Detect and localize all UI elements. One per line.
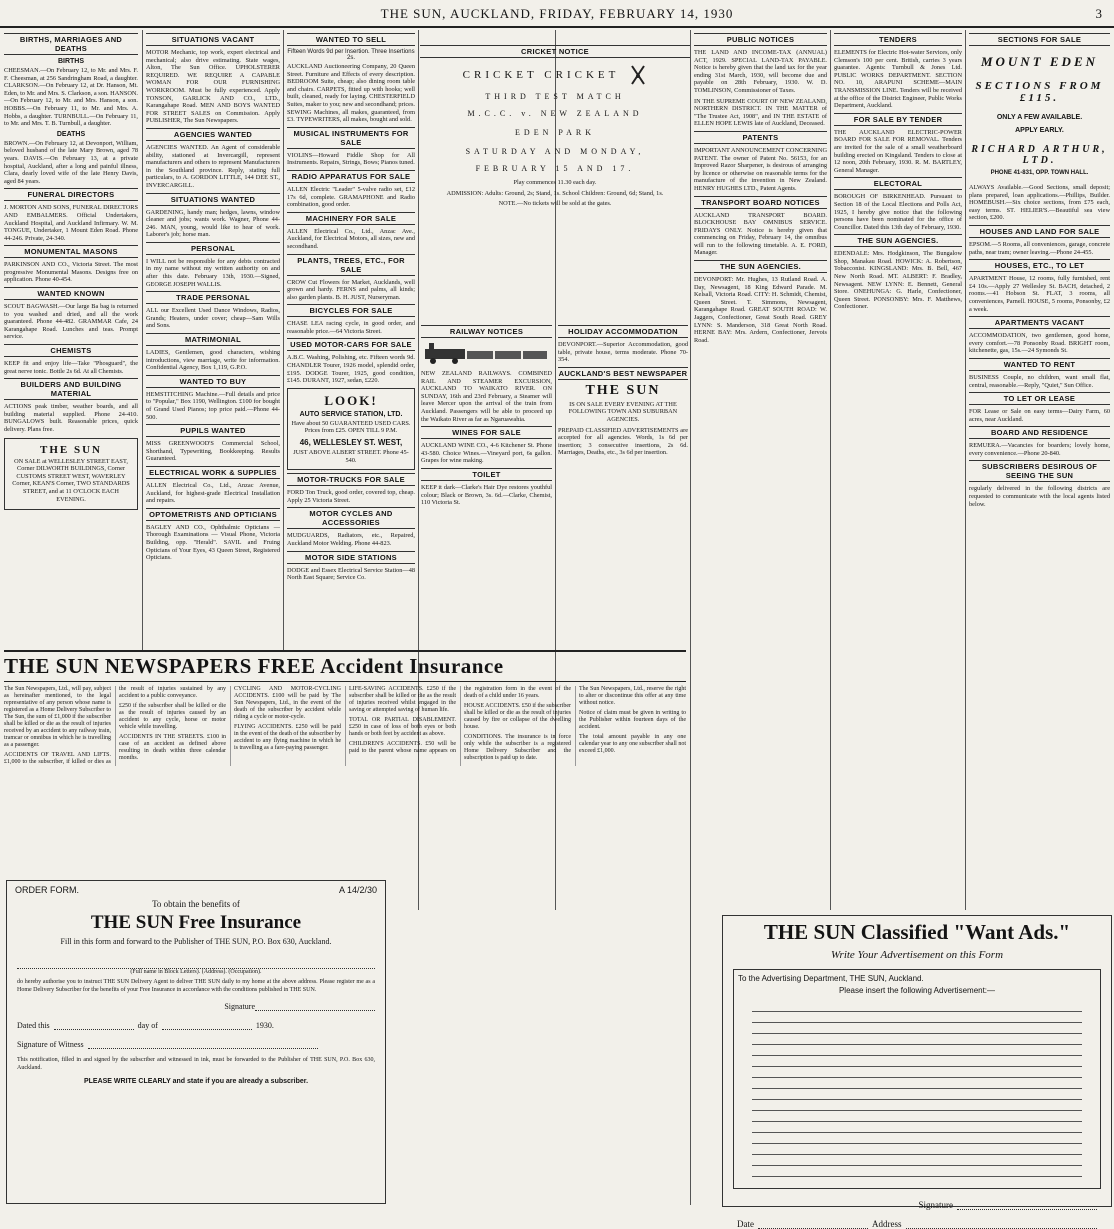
column-rule <box>830 30 831 910</box>
section-heading: TO LET OR LEASE <box>969 392 1110 405</box>
authorisation-text: do hereby authorise you to instruct THE SUN Delivery Agent to deliver THE SUN daily to my home at the above address. Please register me as a Home Delivery Subscriber for the benefits of your Free Insurance in accordance with the conditions published in THE SUN. <box>17 979 375 993</box>
date-row <box>17 1017 375 1030</box>
notice-text: ON SALE at WELLESLEY STREET EAST, Corner DILWORTH BUILDINGS, Corner CUSTOMS STREET WEST, WAVERLEY Corner, KEAN'S Corner, TWO STANDARDS STREET, and at 11 O'CLOCK EACH EVENING. <box>12 457 130 503</box>
field-caption: (Full name in Block Letters). (Address). (Occupation). <box>130 969 262 975</box>
cricket-title: CRICKET CRICKET <box>462 69 620 81</box>
cricket-banner <box>420 64 690 86</box>
insurance-paragraph: £250 if the subscriber shall be killed or die as the result of injuries caused by an accident to any cycle, horse or motor vehicle while travelling. <box>119 703 226 730</box>
section-heading: MATRIMONIAL <box>146 333 280 346</box>
column-rule <box>283 30 284 650</box>
ad-line[interactable] <box>752 1155 1082 1166</box>
notice-text: BOROUGH OF BIRKENHEAD. Pursuant to Section 18 of the Local Elections and Polls Act, 1925, I hereby give notice that the following persons have been nominated for the office of Councillor. Dated this 13th day of February, 1930. <box>834 193 962 231</box>
signature-field[interactable] <box>255 998 375 1011</box>
want-ads-form <box>722 915 1112 1229</box>
ad-headline: LOOK! <box>324 392 378 408</box>
column-railway <box>421 322 552 642</box>
ad-entry-box <box>733 969 1101 1189</box>
notice-text: BAGLEY AND CO., Ophthalmic Opticians — Thorough Examinations — Visual Phone, Victoria Building, opp. "Herald". SAVIL and Fruing Opticians of Your Eyes, 43 Queen Street, Registered Opticians. <box>146 523 280 562</box>
notice-text: ACTIONS peak timber, weather boards, and all building material supplied. Phone 24-410. BUNGALOWS built. Reasonable prices, quick delivery. Plans free. <box>4 403 138 433</box>
notice-text: ALLEN Electric "Leader" 5-valve radio set, £12 17s 6d, complete. GRAMAPHONE and Radio combination, good order. <box>287 185 415 209</box>
ad-availability: APPLY EARLY. <box>1015 127 1064 134</box>
train-icon <box>421 341 551 365</box>
teams: M.C.C. v. NEW ZEALAND <box>467 109 643 118</box>
section-heading: AUCKLAND'S BEST NEWSPAPER <box>558 368 688 378</box>
notice-text: EPSOM.—5 Rooms, all conveniences, garage, concrete paths, near tram; owner leaving.—Phone 24-455. <box>969 240 1110 256</box>
want-ads-subtitle: Write Your Advertisement on this Form <box>830 949 1004 961</box>
ad-line[interactable] <box>752 1133 1082 1144</box>
notice-text: SCOUT BAGWASH.—Our large Ba bag is returned to you washed and dried, and all the work guaranteed. Phone 44-482. GRAMMAR Cafe, 24 Karangahape Road. Lunches and teas. Prompt service. <box>4 303 138 341</box>
ad-company: AUTO SERVICE STATION, LTD. <box>299 410 403 418</box>
notice-text: IS ON SALE EVERY EVENING AT THE FOLLOWING TOWN AND SUBURBAN AGENCIES. <box>568 400 678 423</box>
sun-sale-box <box>4 438 138 511</box>
section-heading: AGENCIES WANTED <box>146 128 280 141</box>
section-heading: MOTOR SIDE STATIONS <box>287 551 415 564</box>
notice-text: KEEP fit and enjoy life—Take "Phosguard", the great nerve tonic. Bottle 2s 6d. At all Chemists. <box>4 360 138 375</box>
venue: EDEN PARK <box>515 128 595 137</box>
notice-text: ALL our Excellent Used Dance Windows, Radios, Grands; Heaters, under cover; cheap—Sam Wills and Sons. <box>146 307 280 330</box>
notice-text: I WILL not be responsible for any debts contracted in my name without my written authority on and after this date. February 13th, 1930.—Signed, GEORGE JOSEPH WALLIS. <box>146 257 280 288</box>
address-label: Address <box>872 1219 902 1229</box>
day-label: day of <box>137 1021 158 1031</box>
insurance-paragraph: CONDITIONS. The insurance is in force only while the subscriber is a registered Home Delivery Subscriber and the subscription is paid up to date. <box>464 734 571 761</box>
insurance-paragraph: The Sun Newspapers, Ltd., will pay, subject as hereinafter mentioned, to the legal representative of any person whose name is registered as a Home Delivery Subscriber to The Sun, the sum of £1,000 if the subscriber shall be killed or die as the result of injuries received by an accident to any railway train, tramcar or omnibus in which he is travelling as a passenger. <box>4 686 111 748</box>
signature-label: Signature <box>918 1200 953 1210</box>
column-holiday <box>558 322 688 642</box>
notice-text: regularly delivered in the following districts are requested to communicate with the local agents listed below. <box>969 485 1110 508</box>
notice-text: J. MORTON AND SONS, FUNERAL DIRECTORS AND EMBALMERS. Official Undertakers, Auckland Hospital, and Auckland Infirmary. W. M. TONGUE, Undertaker, 1 Mount Eden Road. Phone 44-246. Private, 24-340. <box>4 204 138 242</box>
section-heading: WINES FOR SALE <box>421 426 552 439</box>
section-heading: BICYCLES FOR SALE <box>287 304 415 317</box>
insurance-article <box>4 650 686 874</box>
auto-service-ad <box>287 388 415 470</box>
section-heading: SECTIONS FOR SALE <box>969 33 1110 46</box>
masthead <box>0 0 1114 28</box>
notice-text: THE LAND AND INCOME-TAX (ANNUAL) ACT, 1929. SPECIAL LAND-TAX PAYABLE. Notice is hereby given that the land tax for the year ending 31st March, 1930, will become due and payable on 28th February, 1930. W. D. TOMLINSON, Commissioner of Taxes. <box>694 49 827 94</box>
notice-text: ALLEN Electrical Co., Ltd., Anzac Avenue, Auckland, for highest-grade Electrical Installation and repairs. <box>146 481 280 505</box>
notice-text: VIOLINS—Howard Fiddle Shop for All Instruments. Repairs, Strings, Bows; Pianos tuned. <box>287 151 415 167</box>
sun-logo: THE SUN <box>585 382 661 398</box>
form-header <box>7 881 385 899</box>
days: SATURDAY AND MONDAY, <box>465 147 645 156</box>
sun-logo: THE SUN <box>40 443 102 456</box>
section-heading: OPTOMETRISTS AND OPTICIANS <box>146 508 280 521</box>
name-field[interactable] <box>17 956 375 969</box>
signature-field[interactable] <box>957 1197 1097 1210</box>
notice-text: IMPORTANT ANNOUNCEMENT CONCERNING PATENT. The owner of Patent No. 56153, for an Improved Razor Sharpener, is desirous of arranging by licence or otherwise on reasonable terms for the manufacture of the invention in New Zealand. HENRY HUGHES LTD., Patent Agents. <box>694 146 827 192</box>
note: NOTE.—No tickets will be sold at the gates. <box>498 200 612 208</box>
form-intro: To obtain the benefits of <box>152 899 240 909</box>
notice-text: ACCOMMODATION, two gentlemen, good home, every comfort.—78 Ponsonby Road. BRIGHT room, kitchenette, gas, 15s.—24 Symonds St. <box>969 332 1110 355</box>
year-label: 1930. <box>255 1021 274 1031</box>
ad-line[interactable] <box>752 1144 1082 1155</box>
notice-text: DEVONPORT: Mr. Hughes, 13 Rutland Road. A. Day, Newsagent, 18 King Edward Parade. M. Kelsall, Victoria Road. CITY: H. Schmidt, Chemist, Queen Street. T. Simmons, Newsagent, Karangahape Road. GREAT SOUTH ROAD: W. Jaggers, Confectioner, Great South Road. GREY LYNN: S. Manderson, 318 Great North Road. HERNE BAY: Mrs. Ardern, Confectioner, Jervois Road. <box>694 276 827 344</box>
ad-phone: PHONE 41-831, OPP. TOWN HALL. <box>990 170 1089 176</box>
admission: ADMISSION: Adults: Ground, 2s; Stand, 1s. School Children: Ground, 6d; Stand, 1s. <box>446 189 664 197</box>
insurance-paragraph: ACCIDENTS IN THE STREETS. £100 in case of an accident as defined above resulting in death within three calendar months. <box>119 734 226 761</box>
notice-text: AUCKLAND TRANSPORT BOARD. BLOCKHOUSE BAY OMNIBUS SERVICE. FRIDAYS ONLY. Notice is hereby given that commencing on Friday, February 14, the omnibus will run to the following timetable. A. E. FORD, Manager. <box>694 211 827 257</box>
insurance-paragraph: TOTAL OR PARTIAL DISABLEMENT. £250 in case of loss of both eyes or both hands or both feet by accident as above. <box>349 717 456 737</box>
ad-text: Have about 50 GUARANTEED USED CARS. Prices from £25. OPEN TILL 9 P.M. <box>291 419 411 435</box>
section-heading: TENDERS <box>834 33 962 46</box>
notice-text: NEW ZEALAND RAILWAYS. COMBINED RAIL AND STEAMER EXCURSION, AUCKLAND TO WAIKATO RIVER. ON SUNDAY, 16th and 23rd February, a Steamer will leave Mercer upon the arrival of the train from Auckland. Passengers will be able to proceed up the Waikato River as far as Ngaruawahia. <box>421 370 552 423</box>
form-label: ORDER FORM. <box>15 885 79 895</box>
ad-line[interactable] <box>752 1111 1082 1122</box>
section-heading: MOTOR CYCLES AND ACCESSORIES <box>287 507 415 529</box>
notice-text: CHASE LEA racing cycle, in good order, and reasonable price.—64 Victoria Street. <box>287 320 415 335</box>
ad-line[interactable] <box>752 1045 1082 1056</box>
signature-label: Signature <box>224 1002 255 1012</box>
form-note: This notification, filled in and signed by the subscriber and witnessed in ink, must be forwarded to the Publisher of THE SUN, P.O. Box 630, Auckland. <box>17 1057 375 1071</box>
column-rule <box>142 30 143 650</box>
notice-text: REMUERA.—Vacancies for boarders; lovely home, every convenience.—Phone 20-840. <box>969 442 1110 457</box>
section-heading: PUPILS WANTED <box>146 424 280 437</box>
section-heading: MACHINERY FOR SALE <box>287 212 415 225</box>
section-heading: WANTED KNOWN <box>4 287 138 300</box>
section-heading: TRADE PERSONAL <box>146 291 280 304</box>
ad-line[interactable] <box>752 1012 1082 1023</box>
notice-text: MOTOR Mechanic, top work, expert electrical and mechanical; also drive estimating. State wages, Alton, The Sun Office. UPHOLSTERER REQUIRED. WE REQUIRE A CAPABLE WOMAN FOR OUR FURNISHING WORKROOM. Must be fully experienced. Apply TONSON, GARLICK AND CO., LTD., Karangahape Road. MEN AND BOYS WANTED FOR STREET SALES on Commission. Apply PUBLISHER, The Sun Newspapers. <box>146 49 280 125</box>
section-heading: HOUSES AND LAND FOR SALE <box>969 225 1110 238</box>
dated-label: Dated this <box>17 1021 50 1031</box>
section-heading: MONUMENTAL MASONS <box>4 245 138 258</box>
insurance-paragraph: ACCIDENTS OF TRAVEL AND LIFTS. £1,000 to the subscriber, if killed or dies as the result of injuries sustained by any accident to a public conveyance. <box>4 686 226 765</box>
form-fields <box>17 956 375 1085</box>
notice-text: ALLEN Electrical Co., Ltd., Anzac Ave., Auckland, for Electrical Motors, all sizes, new and secondhand. <box>287 227 415 250</box>
form-instruction: Please insert the following Advertisement:— <box>838 986 996 995</box>
witness-row <box>17 1036 375 1049</box>
mount-eden-ad <box>969 54 1110 176</box>
notice-text: AUCKLAND WINE CO., 4-6 Kitchener St. Phone 43-580. Choice Wines.—Vineyard port, 6s gallon. Grapes for wine making. <box>421 442 552 465</box>
column-for-sale <box>287 30 415 648</box>
ad-line[interactable] <box>752 1078 1082 1089</box>
page-title: THE SUN, AUCKLAND, FRIDAY, FEBRUARY 14, 1930 <box>380 6 734 21</box>
section-heading: SUBSCRIBERS DESIROUS OF SEEING THE SUN <box>969 460 1110 482</box>
notice-text: FOR Lease or Sale on easy terms—Dairy Farm, 60 acres, near Auckland. <box>969 408 1110 423</box>
section-heading: ELECTRICAL WORK & SUPPLIES <box>146 466 280 479</box>
insurance-paragraph: HOUSE ACCIDENTS. £50 if the subscriber shall be killed or die as the result of injuries caused by fire or collapse of the dwelling house. <box>464 703 571 730</box>
section-heading: USED MOTOR-CARS FOR SALE <box>287 338 415 351</box>
ad-line[interactable] <box>752 1100 1082 1111</box>
section-heading: BOARD AND RESIDENCE <box>969 426 1110 439</box>
ad-line[interactable] <box>752 1122 1082 1133</box>
section-heading: CHEMISTS <box>4 344 138 357</box>
column-tenders <box>834 30 962 910</box>
insurance-order-form <box>6 880 386 1204</box>
date-field[interactable] <box>758 1216 868 1229</box>
subheading: DEATHS <box>56 130 86 138</box>
section-heading: APARTMENTS VACANT <box>969 316 1110 329</box>
insurance-paragraph: The total amount payable in any one calendar year to any one subscriber shall not exceed £1,000. <box>579 734 686 754</box>
ad-price: SECTIONS FROM £115. <box>975 80 1104 104</box>
notice-text: DEVONPORT.—Superior Accommodation, good table, private house, terms moderate. Phone 70-354. <box>558 341 688 364</box>
notice-text: THE AUCKLAND ELECTRIC-POWER BOARD FOR SALE FOR REMOVAL. Tenders are invited for the sale of a small weatherboard building erected on Kingsland. Tenders to close at 12 noon, 20th February, 1930. R. M. BARTLEY, General Manager. <box>834 128 962 174</box>
ad-address: 46, WELLESLEY ST. WEST, <box>299 438 403 448</box>
ad-line[interactable] <box>752 1056 1082 1067</box>
ad-availability: ONLY A FEW AVAILABLE. <box>996 114 1083 121</box>
notice-text: APARTMENT House, 12 rooms, fully furnished, rent £4 10s.—Apply 27 Wellesley St. BACH, detached, 2 rooms.—41 Hobson St. FLAT, 3 rooms, all conveniences, Parnell. HOUSE, 5 rooms, Ponsonby, £2 a week. <box>969 275 1110 313</box>
notice-text: GARDENING, handy man; hedges, lawns, window cleaner and jobs; wants work. Wagner, Phone 44-246. MAN, young, would like to hear of work. Laborer's job; horse man. <box>146 208 280 239</box>
rate-note: Fifteen Words 9d per Insertion. Three Insertions 2s. <box>287 49 415 61</box>
section-heading: PERSONAL <box>146 242 280 255</box>
ad-line[interactable] <box>752 1067 1082 1078</box>
want-signature-row <box>737 1197 1097 1210</box>
notice-text: CROW Cut Flowers for Market, Aucklands, well grown and hardy. FERNS and palms, all kinds; also garden plants. B. H. JUST, Nurseryman. <box>287 278 415 301</box>
notice-text: PARKINSON AND CO., Victoria Street. The most progressive Monumental Masons. Designs free on application. Phone 40-454. <box>4 261 138 284</box>
section-heading: THE SUN AGENCIES. <box>834 234 962 247</box>
column-rule <box>690 30 691 1205</box>
form-recipient: To the Advertising Department, THE SUN, Auckland. <box>738 974 924 983</box>
ad-line[interactable] <box>752 1166 1082 1177</box>
section-heading: THE SUN AGENCIES. <box>694 260 827 273</box>
section-heading: MUSICAL INSTRUMENTS FOR SALE <box>287 127 415 149</box>
ad-line[interactable] <box>752 1034 1082 1045</box>
month-field[interactable] <box>162 1017 252 1030</box>
want-date-row <box>737 1216 1097 1229</box>
section-heading: TOILET <box>421 468 552 481</box>
ad-line[interactable] <box>752 1023 1082 1034</box>
section-heading: TRANSPORT BOARD NOTICES <box>694 196 827 209</box>
column-situations <box>146 30 280 648</box>
notice-text: MUDGUARDS, Radiators, etc., Repaired, Auckland Motor Welding. Phone 44-823. <box>287 532 415 547</box>
match-title: THIRD TEST MATCH <box>485 92 625 101</box>
ad-headline: MOUNT EDEN <box>980 54 1099 69</box>
section-heading: RAILWAY NOTICES <box>421 325 552 338</box>
section-heading: HOUSES, ETC., TO LET <box>969 259 1110 272</box>
column-rule <box>965 30 966 910</box>
section-heading: WANTED TO SELL <box>287 33 415 46</box>
notice-text: KEEP it dark—Clarke's Hair Dye restores youthful colour; Black or Brown, 3s. 6d.—Clarke, Chemist, 110 Victoria St. <box>421 483 552 507</box>
notice-text: AGENCIES WANTED. An Agent of considerable ability, stationed at Invercargill, represent manufacturers and others to represent Manufacturers in the Southland province. Reply, stating full particulars, to A. GORDON LITTLE, 144 DEE ST., INVERCARGILL. <box>146 143 280 189</box>
notice-text: MISS GREENWOOD'S Commercial School, Shorthand, Typewriting, Bookkeeping. Results Guaranteed. <box>146 440 280 463</box>
insurance-paragraph: CYCLING AND MOTOR-CYCLING ACCIDENTS. £100 will be paid by The Sun Newspapers, Ltd., in the event of the death of the subscriber by accident while riding a cycle or motor-cycle. <box>234 686 341 720</box>
section-heading: BIRTHS, MARRIAGES AND DEATHS <box>4 33 138 55</box>
dates: FEBRUARY 15 AND 17. <box>475 164 635 173</box>
page-number: 3 <box>1095 6 1102 21</box>
cricket-notice <box>420 42 690 320</box>
subheading: BIRTHS <box>57 58 85 65</box>
notice-text: A.B.C. Washing, Polishing, etc. Fifteen words 9d. CHANDLER Tourer, 1926 model, splendid order, £195. DODGE Tourer, 1925, good condition, £145. DURANT, 1927, sedan, £220. <box>287 354 415 385</box>
section-heading: RADIO APPARATUS FOR SALE <box>287 170 415 183</box>
section-heading: BUILDERS AND BUILDING MATERIAL <box>4 378 138 400</box>
witness-field[interactable] <box>88 1036 318 1049</box>
column-public-notices <box>694 30 827 910</box>
insurance-paragraph: LIFE-SAVING ACCIDENTS. £250 if the subscriber shall be killed or die as the result of injuries received whilst engaged in the saving or attempted saving of human life. <box>349 686 456 713</box>
notice-text: LADIES, Gentlemen, good characters, wishing introductions, view marriage, write for information. Confidential Agency, Box 1,119, G.P.O. <box>146 349 280 372</box>
form-code: A 14/2/30 <box>338 885 377 895</box>
witness-label: Signature of Witness <box>17 1040 84 1050</box>
form-instructions: Fill in this form and forward to the Publisher of THE SUN, P.O. Box 630, Auckland. <box>60 937 332 946</box>
section-heading: FUNERAL DIRECTORS <box>4 188 138 201</box>
section-heading: HOLIDAY ACCOMMODATION <box>558 325 688 338</box>
section-heading: MOTOR-TRUCKS FOR SALE <box>287 473 415 486</box>
crossed-bats-icon <box>629 64 647 86</box>
signature-row <box>17 998 375 1011</box>
section-heading: FOR SALE BY TENDER <box>834 113 962 126</box>
insurance-paragraph: The Sun Newspapers, Ltd., reserve the right to alter or discontinue this offer at any time without notice. <box>579 686 686 706</box>
section-heading: ELECTORAL <box>834 177 962 190</box>
section-heading: CRICKET NOTICE <box>420 45 690 58</box>
notice-text: FORD Ton Truck, good order, covered top, cheap. Apply 25 Victoria Street. <box>287 489 415 504</box>
insurance-body <box>4 686 686 766</box>
day-field[interactable] <box>54 1017 134 1030</box>
insurance-paragraph: CHILDREN'S ACCIDENTS. £50 will be paid to the parent whose name appears on the registration form in the event of the death of a child under 16 years. <box>349 686 571 754</box>
notice-text: BROWN.—On February 12, at Devonport, William, beloved husband of the late Mary Brown, aged 78 years. DAVIS.—On February 13, at a private hospital, Auckland, after a long and painful illness, Clara, dearly loved wife of the late Henry Davis, aged 84 years. <box>4 139 138 185</box>
notice-text: PREPAID CLASSIFIED ADVERTISEMENTS are accepted for all agencies. Words, 1s 6d per insertion; 3 consecutive insertions, 2s 6d. Marriages, Deaths, etc., 3s 6d per insertion. <box>558 426 688 457</box>
play-time: Play commences 11.30 each day. <box>513 179 597 186</box>
section-heading: SITUATIONS VACANT <box>146 33 280 46</box>
notice-text: AUCKLAND Auctioneering Company, 20 Queen Street. Furniture and Effects of every description. BEDROOM Suite, cheap; also dining room table and chairs. CARPETS, fitted up with hooks; well built, cleaned, ready for laying. CHESTERFIELD Suites, maker to you; new and secondhand; prices. SEWING Machines, all makes, guaranteed, from £3. TYPEWRITERS, all makes, bought and sold. <box>287 63 415 124</box>
notice-text: DODGE and Essex Electrical Service Station—48 North East Square; Service Co. <box>287 566 415 582</box>
form-title: THE SUN Free Insurance <box>90 912 302 933</box>
section-heading: SITUATIONS WANTED <box>146 193 280 206</box>
section-heading: PLANTS, TREES, ETC., FOR SALE <box>287 254 415 276</box>
ad-text: JUST ABOVE ALBERT STREET. Phone 45-540. <box>293 449 409 464</box>
column-births <box>4 30 138 648</box>
insurance-paragraph: FLYING ACCIDENTS. £250 will be paid in the event of the death of the subscriber by accident to any flying machine in which he is travelling as a fare-paying passenger. <box>234 724 341 751</box>
notice-text: ELEMENTS for Electric Hot-water Services, only Clemson's 100 per cent. British, carries 3 years guarantee. Agents: Turnbull & Jones Ltd. PUBLIC WORKS DEPARTMENT. SECTION NO. 10, ARAPUNI SCHEME—MAIN TRANSMISSION LINE. Tenders will be received at the office of the District Engineer, Public Works Department, Auckland. <box>834 49 962 110</box>
notice-text: CHEESMAN.—On February 12, to Mr. and Mrs. F. F. Cheesman, at 256 Sandringham Road, a daughter. CLARKSON.—On February 12, at Dr. Hanson, Mt. Eden, to Mr. and Mrs. S. Clarkson, a son. HANSON.—On February 12, to Mr. and Mrs. Hanson, a son. HOBBS.—On February 11, to Mr. and Mrs. A. Hobbs, a daughter. TURNBULL.—On February 11, to Mr. and Mrs. T. B. Turnbull, a daughter. <box>4 67 138 128</box>
column-sections <box>969 30 1110 910</box>
notice-text: HEMSTITCHING Machine.—Full details and price to "Popular," Box 1190, Wellington. £100 for bought of Grand Used Pianos; top price paid.—Phone 44-500. <box>146 390 280 421</box>
insurance-paragraph: Notice of claim must be given in writing to the Publisher within fourteen days of the accident. <box>579 710 686 730</box>
ad-line[interactable] <box>752 1001 1082 1012</box>
section-heading: WANTED TO RENT <box>969 358 1110 371</box>
form-footer: PLEASE WRITE CLEARLY and state if you are already a subscriber. <box>83 1078 309 1086</box>
notice-text: EDENDALE: Mrs. Hodgkinson, The Bungalow Shop, Manakau Road. HOWICK: A. Robertson, Tobacconist. KINGSLAND: Mrs. B. Bell, 467 New North Road. MT. ALBERT: F. Bradley, Newsagent. NEW LYNN: E. Bennett, General Store. ONEHUNGA: G. Harle, Confectioner, Queen Street. PONSONBY: Mrs. F. Matthews, Confectioner. <box>834 250 962 311</box>
ad-line[interactable] <box>752 1089 1082 1100</box>
date-label: Date <box>737 1219 754 1229</box>
address-field[interactable] <box>906 1216 1098 1229</box>
ad-agent: RICHARD ARTHUR, LTD. <box>971 144 1108 166</box>
section-heading: PUBLIC NOTICES <box>694 33 827 46</box>
section-heading: WANTED TO BUY <box>146 375 280 388</box>
notice-text: BUSINESS Couple, no children, want small flat, central, reasonable.—Reply, "Quiet," Sun Office. <box>969 373 1110 389</box>
insurance-headline: THE SUN NEWSPAPERS FREE Accident Insurance <box>4 654 504 678</box>
want-ads-title: THE SUN Classified "Want Ads." <box>763 920 1071 944</box>
section-heading: PATENTS <box>694 131 827 144</box>
notice-text: ALWAYS Available.—Good Sections, small deposit; plans prepared, loan applications.—Phillips, Builder. HOMEBUSH.—Six choice sections, from £75 each, easy terms. ST. HELIER'S.—Beautiful sea view section, £200. <box>969 184 1110 222</box>
notice-text: IN THE SUPREME COURT OF NEW ZEALAND, NORTHERN DISTRICT. IN THE MATTER of "The Trustee Act, 1908", and IN THE ESTATE of ELLEN HOPE LEWIS late of Auckland, Deceased. <box>694 97 827 128</box>
